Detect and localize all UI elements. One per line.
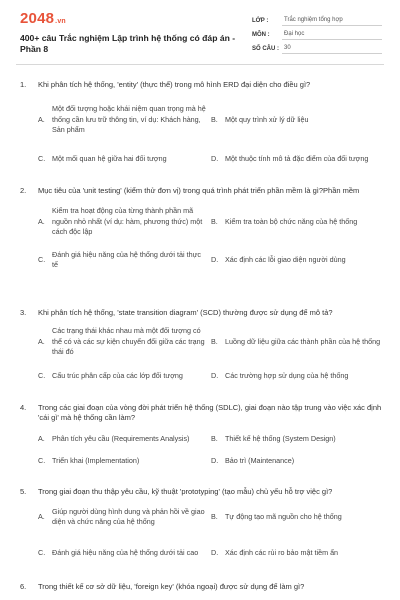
option-letter: C. <box>38 547 46 557</box>
option-text: Phân tích yêu cầu (Requirements Analysis) <box>52 433 190 443</box>
question-body: Mục tiêu của 'unit testing' (kiểm thử đơn vị) trong quá trình phát triển phần mềm là gì?Phần mềm <box>38 186 360 195</box>
question-body: Trong thiết kế cơ sở dữ liệu, 'foreign key' (khóa ngoại) được sử dụng để làm gì? <box>38 582 305 591</box>
answer-options <box>38 90 382 180</box>
option-letter: B. <box>211 114 218 124</box>
question-item <box>20 582 382 592</box>
answer-options <box>38 196 382 286</box>
question-number: 4. <box>20 403 27 412</box>
answer-option[interactable] <box>38 541 208 565</box>
document-header <box>0 0 400 60</box>
answer-options <box>38 318 382 398</box>
answer-option[interactable] <box>38 453 208 469</box>
option-letter: D. <box>211 153 219 163</box>
meta-value: Trắc nghiệm tổng hợp <box>282 17 382 26</box>
option-letter: B. <box>211 511 218 521</box>
question-number: 5. <box>20 487 27 496</box>
answer-option[interactable] <box>211 249 381 271</box>
option-letter: B. <box>211 216 218 226</box>
option-text: Thiết kế hệ thống (System Design) <box>225 433 336 443</box>
option-letter: B. <box>211 433 218 443</box>
answer-options <box>38 423 382 483</box>
answer-option[interactable] <box>38 431 208 447</box>
option-text: Xác định các lỗi giao diện người dùng <box>225 254 346 264</box>
option-letter: A. <box>38 511 45 521</box>
question-body: Trong các giai đoạn của vòng đời phát triển hệ thống (SDLC), giai đoạn nào tập trung vào việc xác định 'cái gì' mà hệ thống cần làm? <box>38 403 382 422</box>
answer-option[interactable] <box>211 148 381 170</box>
option-text: Cấu trúc phân cấp của các lớp đối tượng <box>52 370 183 380</box>
page-title: 400+ câu Trắc nghiệm Lập trình hệ thống có đáp án - Phần 8 <box>20 33 236 54</box>
option-text: Một thuộc tính mô tả đặc điểm của đối tượng <box>225 153 369 163</box>
answer-option[interactable] <box>211 104 381 136</box>
answer-option[interactable] <box>38 206 208 238</box>
option-text: Đánh giá hiệu năng của hệ thống dưới tải cao <box>52 547 199 557</box>
option-letter: D. <box>211 455 219 465</box>
answer-option[interactable] <box>38 505 208 529</box>
option-text: Tự động tạo mã nguồn cho hệ thống <box>225 511 342 521</box>
option-letter: C. <box>38 254 46 264</box>
question-number: 3. <box>20 308 27 317</box>
answer-option[interactable] <box>211 541 381 565</box>
question-text <box>20 582 382 592</box>
option-letter: D. <box>211 254 219 264</box>
option-letter: A. <box>38 114 45 124</box>
document-meta <box>252 12 382 54</box>
question-body: Trong giai đoạn thu thập yêu cầu, kỹ thuật 'prototyping' (tạo mẫu) chủ yếu hỗ trợ việc gì? <box>38 487 333 496</box>
meta-row-subject <box>252 26 382 40</box>
answer-options <box>38 497 382 577</box>
option-letter: B. <box>211 336 218 346</box>
answer-option[interactable] <box>38 104 208 136</box>
option-text: Luồng dữ liệu giữa các thành phần của hệ thống <box>225 336 381 346</box>
option-text: Đánh giá hiệu năng của hệ thống dưới tải thực tế <box>52 249 202 269</box>
meta-value: 30 <box>282 45 382 54</box>
option-text: Một đối tượng hoặc khái niệm quan trọng mà hệ thống cần lưu trữ thông tin, ví dụ: Khách hàng, Sản phẩm <box>52 104 206 134</box>
question-number: 6. <box>20 582 27 591</box>
header-divider <box>16 64 384 65</box>
question-item <box>20 308 382 398</box>
option-text: Bảo trì (Maintenance) <box>225 455 295 465</box>
option-text: Một quy trình xử lý dữ liệu <box>225 114 309 124</box>
question-item <box>20 186 382 286</box>
meta-row-question-count <box>252 40 382 54</box>
question-text <box>20 403 382 423</box>
question-body: Khi phân tích hệ thống, 'entity' (thực thể) trong mô hình ERD đại diện cho điều gì? <box>38 80 311 89</box>
answer-option[interactable] <box>211 368 381 384</box>
answer-option[interactable] <box>38 148 208 170</box>
question-body: Khi phân tích hệ thống, 'state transition diagram' (SCD) thường được sử dụng để mô tả? <box>38 308 333 317</box>
answer-option[interactable] <box>211 206 381 238</box>
option-text: Các trạng thái khác nhau mà một đối tượng có thể có và các sự kiện chuyển đổi giữa các trạng thái đó <box>52 326 205 356</box>
meta-label: LỚP : <box>252 18 269 24</box>
meta-row-class <box>252 12 382 26</box>
answer-option[interactable] <box>211 453 381 469</box>
meta-label: SỐ CÂU : <box>252 46 279 52</box>
option-letter: C. <box>38 455 46 465</box>
answer-option[interactable] <box>38 249 208 271</box>
option-text: Các trường hợp sử dụng của hệ thống <box>225 370 349 380</box>
site-logo[interactable] <box>20 10 66 27</box>
question-text <box>20 80 382 90</box>
option-text: Kiểm tra hoạt động của từng thành phần mã nguồn nhỏ nhất (ví dụ: hàm, phương thức) một cách độc lập <box>52 206 203 236</box>
option-letter: A. <box>38 433 45 443</box>
question-item <box>20 403 382 483</box>
meta-label: MÔN : <box>252 32 270 38</box>
question-text <box>20 308 382 318</box>
question-text <box>20 487 382 497</box>
option-letter: C. <box>38 153 46 163</box>
meta-value: Đại học <box>282 31 382 40</box>
answer-option[interactable] <box>38 368 208 384</box>
option-text: Triển khai (Implementation) <box>52 455 140 465</box>
option-letter: A. <box>38 336 45 346</box>
question-item <box>20 80 382 180</box>
answer-option[interactable] <box>211 328 381 356</box>
option-text: Một mối quan hệ giữa hai đối tượng <box>52 153 167 163</box>
option-letter: D. <box>211 547 219 557</box>
option-letter: C. <box>38 370 46 380</box>
logo-main-text: 2048 <box>20 10 55 27</box>
answer-option[interactable] <box>211 505 381 529</box>
logo-tld-text: .vn <box>55 18 66 25</box>
option-letter: D. <box>211 370 219 380</box>
answer-option[interactable] <box>211 431 381 447</box>
question-number: 2. <box>20 186 27 195</box>
option-text: Xác định các rủi ro bảo mật tiềm ẩn <box>225 547 339 557</box>
question-text <box>20 186 382 196</box>
option-text: Kiểm tra toàn bộ chức năng của hệ thống <box>225 216 358 226</box>
question-number: 1. <box>20 80 27 89</box>
answer-option[interactable] <box>38 326 208 358</box>
option-letter: A. <box>38 216 45 226</box>
option-text: Giúp người dùng hình dung và phản hồi về giao diện và chức năng của hệ thống <box>52 506 205 526</box>
question-item <box>20 487 382 577</box>
